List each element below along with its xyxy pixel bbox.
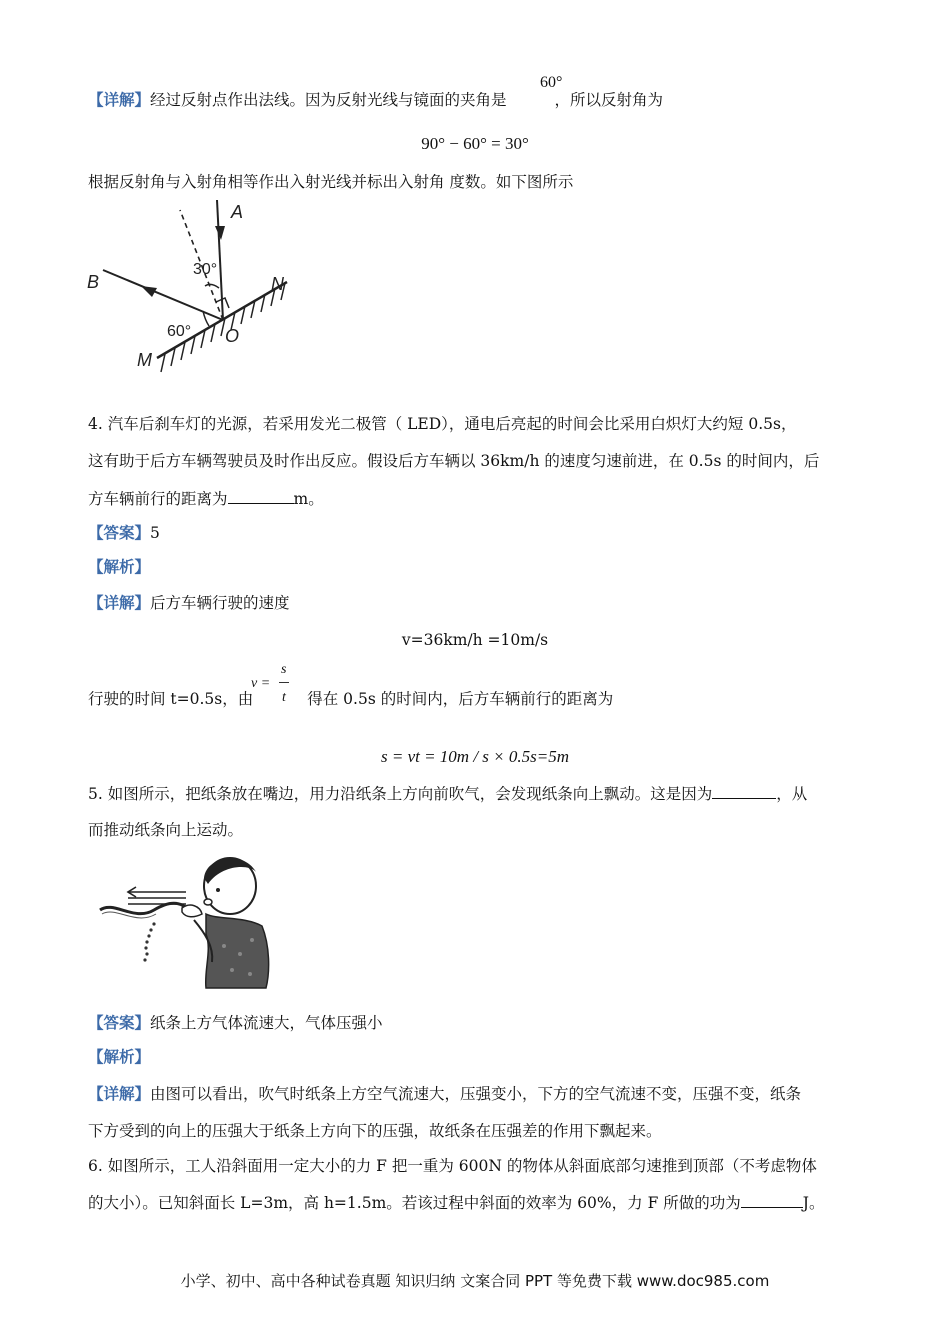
frac-v: v = [251,676,271,691]
formula-reflection-angle: 90° − 60° = 30° [421,134,529,153]
q5-answer-value: 纸条上方气体流速大，气体压强小 [150,1014,383,1032]
label-30: 30° [193,261,218,278]
angle-60-label: 60° [540,74,563,91]
q4-detail2-post: 得在 0.5s 的时间内，后方车辆前行的距离为 [307,690,614,708]
q4-line3-post: m。 [293,490,324,508]
q4-detail1-text: 后方车辆行驶的速度 [150,594,290,612]
q5-line1-post: ，从 [776,785,808,803]
detail-tag: 【详解】 [88,593,151,612]
formula-distance: s = vt = 10m / s × 0.5s=5m [380,747,570,766]
q4-answer-blank[interactable] [228,487,294,504]
detail-tag: 【详解】 [88,1084,151,1103]
analysis-tag: 【解析】 [88,1047,151,1066]
reflected-arrow [141,286,157,297]
sec3-text1-tail: ，所以反射角为 [554,91,664,109]
q4-answer [88,521,160,545]
q4-detail1 [88,591,290,615]
sec3-detail-line2: 根据反射角与入射角相等作出入射光线并标出入射角 度数。如下图所示 [88,173,574,191]
q4-detail2 [88,687,613,711]
q5-line1-pre: 5. 如图所示，把纸条放在嘴边，用力沿纸条上方向前吹气，会发现纸条向上飘动。这是因为 [88,785,713,803]
label-60: 60° [167,323,192,340]
q5-answer-blank[interactable] [712,782,776,799]
answer-tag: 【答案】 [88,523,151,542]
q6-answer-blank[interactable] [741,1191,803,1208]
reflection-diagram [85,198,300,383]
q4-line3-pre: 方车辆前行的距离为 [88,490,228,508]
q4-analysis [88,555,150,579]
q6-line2-pre: 的大小）。已知斜面长 L=3m，高 h=1.5m。若该过程中斜面的效率为 60%，力 F 所做的功为 [88,1194,741,1212]
q6-line1: 6. 如图所示，工人沿斜面用一定大小的力 F 把一重为 600N 的物体从斜面底部匀速推到顶部（不考虑物体 [88,1157,817,1175]
label-a: A [231,202,244,222]
frac-denominator: t [282,690,286,705]
q5-detail1 [88,1082,801,1106]
q5-answer [88,1011,383,1035]
q5-detail2: 下方受到的向上的压强大于纸条上方向下的压强，故纸条在压强差的作用下飘起来。 [88,1122,662,1140]
incident-ray [217,200,223,320]
label-o: O [225,326,240,346]
q4-line3 [88,487,324,511]
formula-speed: v=36km/h =10m/s [401,631,549,649]
q5-analysis [88,1045,150,1069]
q6-line2 [88,1191,824,1215]
angle-30-arc [205,284,219,288]
footer-banner: 小学、初中、高中各种试卷真题 知识归纳 文案合同 PPT 等免费下载 www.doc985.com [180,1272,770,1290]
q6-line2-post: J。 [802,1194,825,1212]
q5-line2: 而推动纸条向上运动。 [88,821,244,839]
q4-line1: 4. 汽车后刹车灯的光源，若采用发光二极管（ LED），通电后亮起的时间会比采用白炽灯大约短 0.5s， [88,415,797,433]
detail-tag: 【详解】 [88,90,151,109]
boy-blowing-paper-illustration [94,850,274,990]
analysis-tag: 【解析】 [88,557,151,576]
frac-numerator: s [281,662,287,677]
frac-bar [279,682,289,683]
incident-arrow [215,226,225,240]
q5-detail1-text: 由图可以看出，吹气时纸条上方空气流速大，压强变小，下方的空气流速不变，压强不变，纸条 [150,1085,802,1103]
q4-detail2-pre: 行驶的时间 t=0.5s，由 [88,690,254,708]
label-n: N [271,274,284,294]
sec3-text1: 经过反射点作出法线。因为反射光线与镜面的夹角是 [150,91,507,109]
q4-line2: 这有助于后方车辆驾驶员及时作出反应。假设后方车辆以 36km/h 的速度匀速前进，在 0.5s 的时间内，后 [88,452,820,470]
sec3-detail-line1 [88,88,663,112]
q5-line1 [88,782,807,806]
label-m: M [137,350,152,370]
answer-tag: 【答案】 [88,1013,151,1032]
q4-answer-value: 5 [150,524,160,542]
label-b: B [87,272,100,292]
